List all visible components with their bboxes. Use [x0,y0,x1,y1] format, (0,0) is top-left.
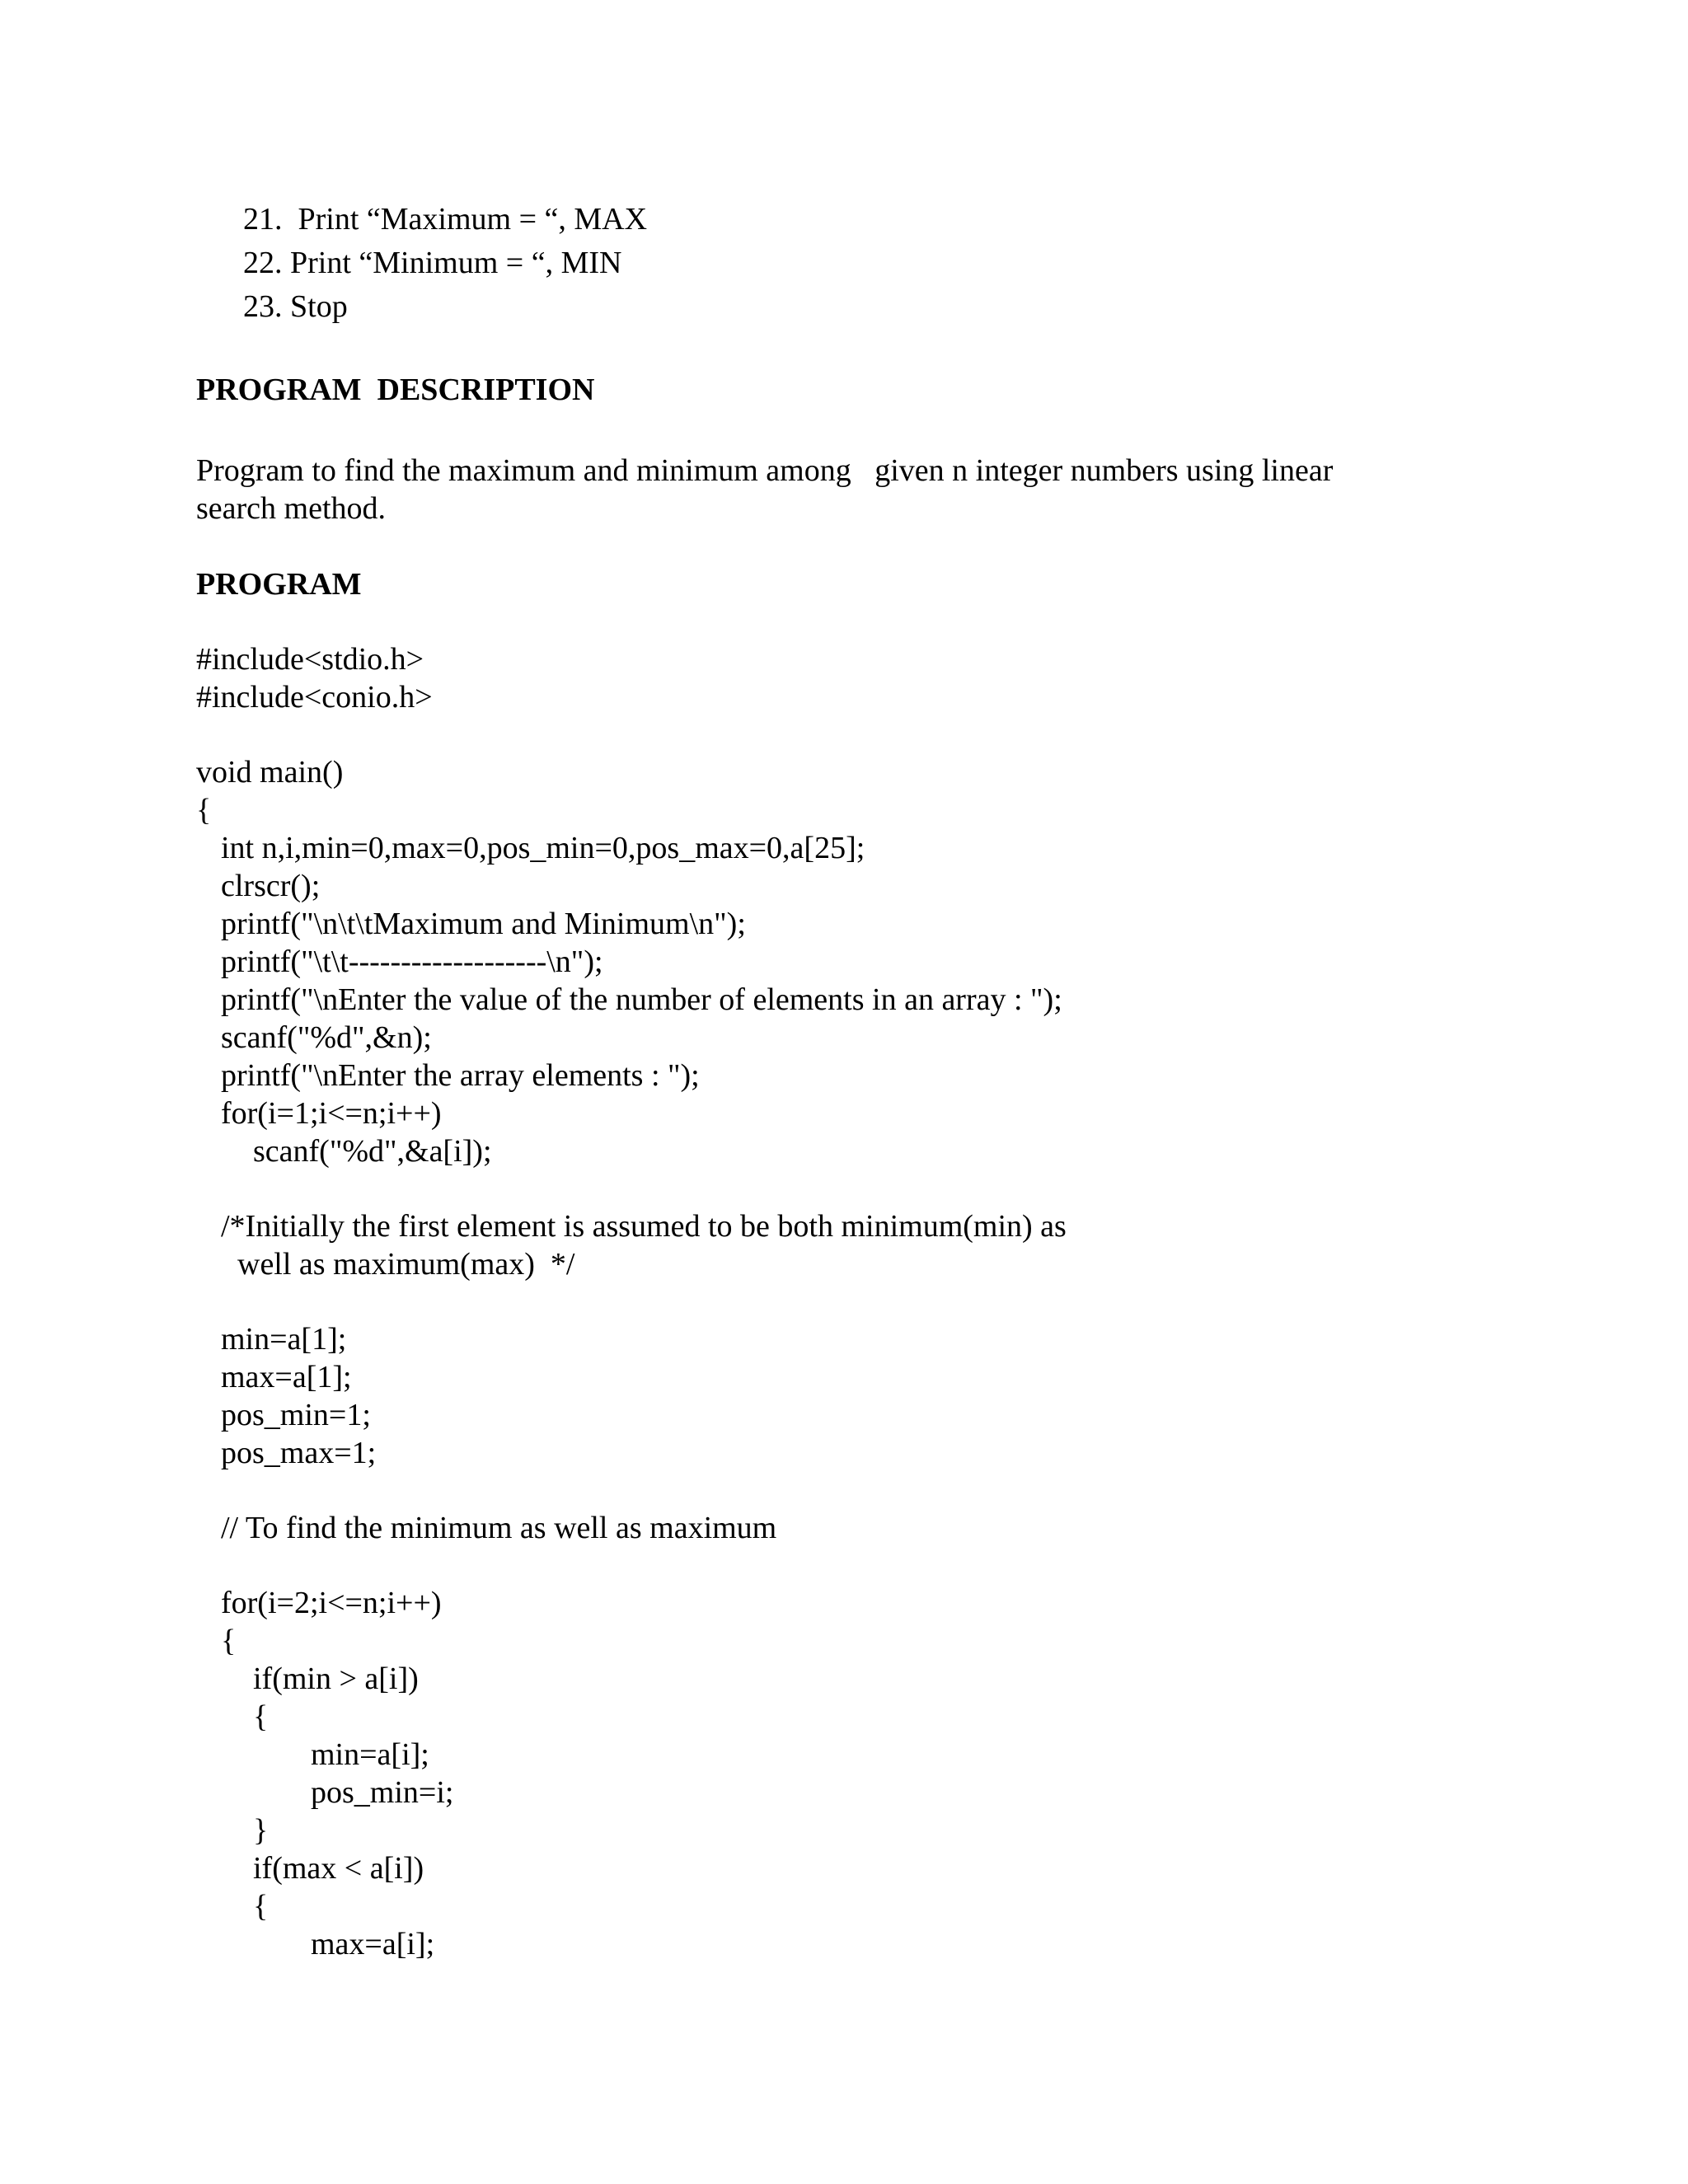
description-line-2: search method. [196,491,387,526]
code-line: clrscr(); [221,869,321,903]
algorithm-step-22: 22. Print “Minimum = “, MIN [243,246,622,280]
code-line: max=a[i]; [311,1927,435,1961]
description-line-1: Program to find the maximum and minimum among given n integer numbers using linear [196,453,1334,488]
code-line: printf("\nEnter the array elements : "); [221,1058,700,1093]
code-line: min=a[i]; [311,1737,429,1772]
code-line: scanf("%d",&a[i]); [253,1134,492,1169]
code-comment-line: /*Initially the first element is assumed to be both minimum(min) as [221,1209,1067,1244]
code-line: { [221,1624,237,1658]
code-line: pos_min=1; [221,1398,371,1432]
code-line: { [196,793,212,827]
code-line: printf("\n\t\tMaximum and Minimum\n"); [221,907,746,941]
code-line: #include<conio.h> [196,680,433,715]
code-line: min=a[1]; [221,1322,347,1357]
code-line: int n,i,min=0,max=0,pos_min=0,pos_max=0,a[25]; [221,831,865,865]
code-line: if(max < a[i]) [253,1851,424,1886]
code-line: if(min > a[i]) [253,1661,419,1696]
code-comment-line: well as maximum(max) */ [237,1247,575,1282]
algorithm-step-21: 21. Print “Maximum = “, MAX [243,202,648,237]
code-line: for(i=1;i<=n;i++) [221,1096,442,1131]
code-line: #include<stdio.h> [196,642,424,677]
code-line: pos_max=1; [221,1436,377,1470]
algorithm-step-23: 23. Stop [243,289,348,324]
code-line: printf("\nEnter the value of the number of elements in an array : "); [221,982,1062,1017]
code-line: for(i=2;i<=n;i++) [221,1586,442,1620]
code-line: printf("\t\t-------------------\n"); [221,944,603,979]
code-comment-line: // To find the minimum as well as maximum [221,1511,777,1545]
code-line: { [253,1889,269,1924]
program-heading: PROGRAM [196,567,362,602]
code-line: max=a[1]; [221,1360,352,1394]
code-line: } [253,1813,269,1848]
code-line: pos_min=i; [311,1775,454,1810]
description-heading: PROGRAM DESCRIPTION [196,373,595,407]
code-line: { [253,1699,269,1734]
code-line: void main() [196,755,344,790]
code-line: scanf("%d",&n); [221,1020,432,1055]
